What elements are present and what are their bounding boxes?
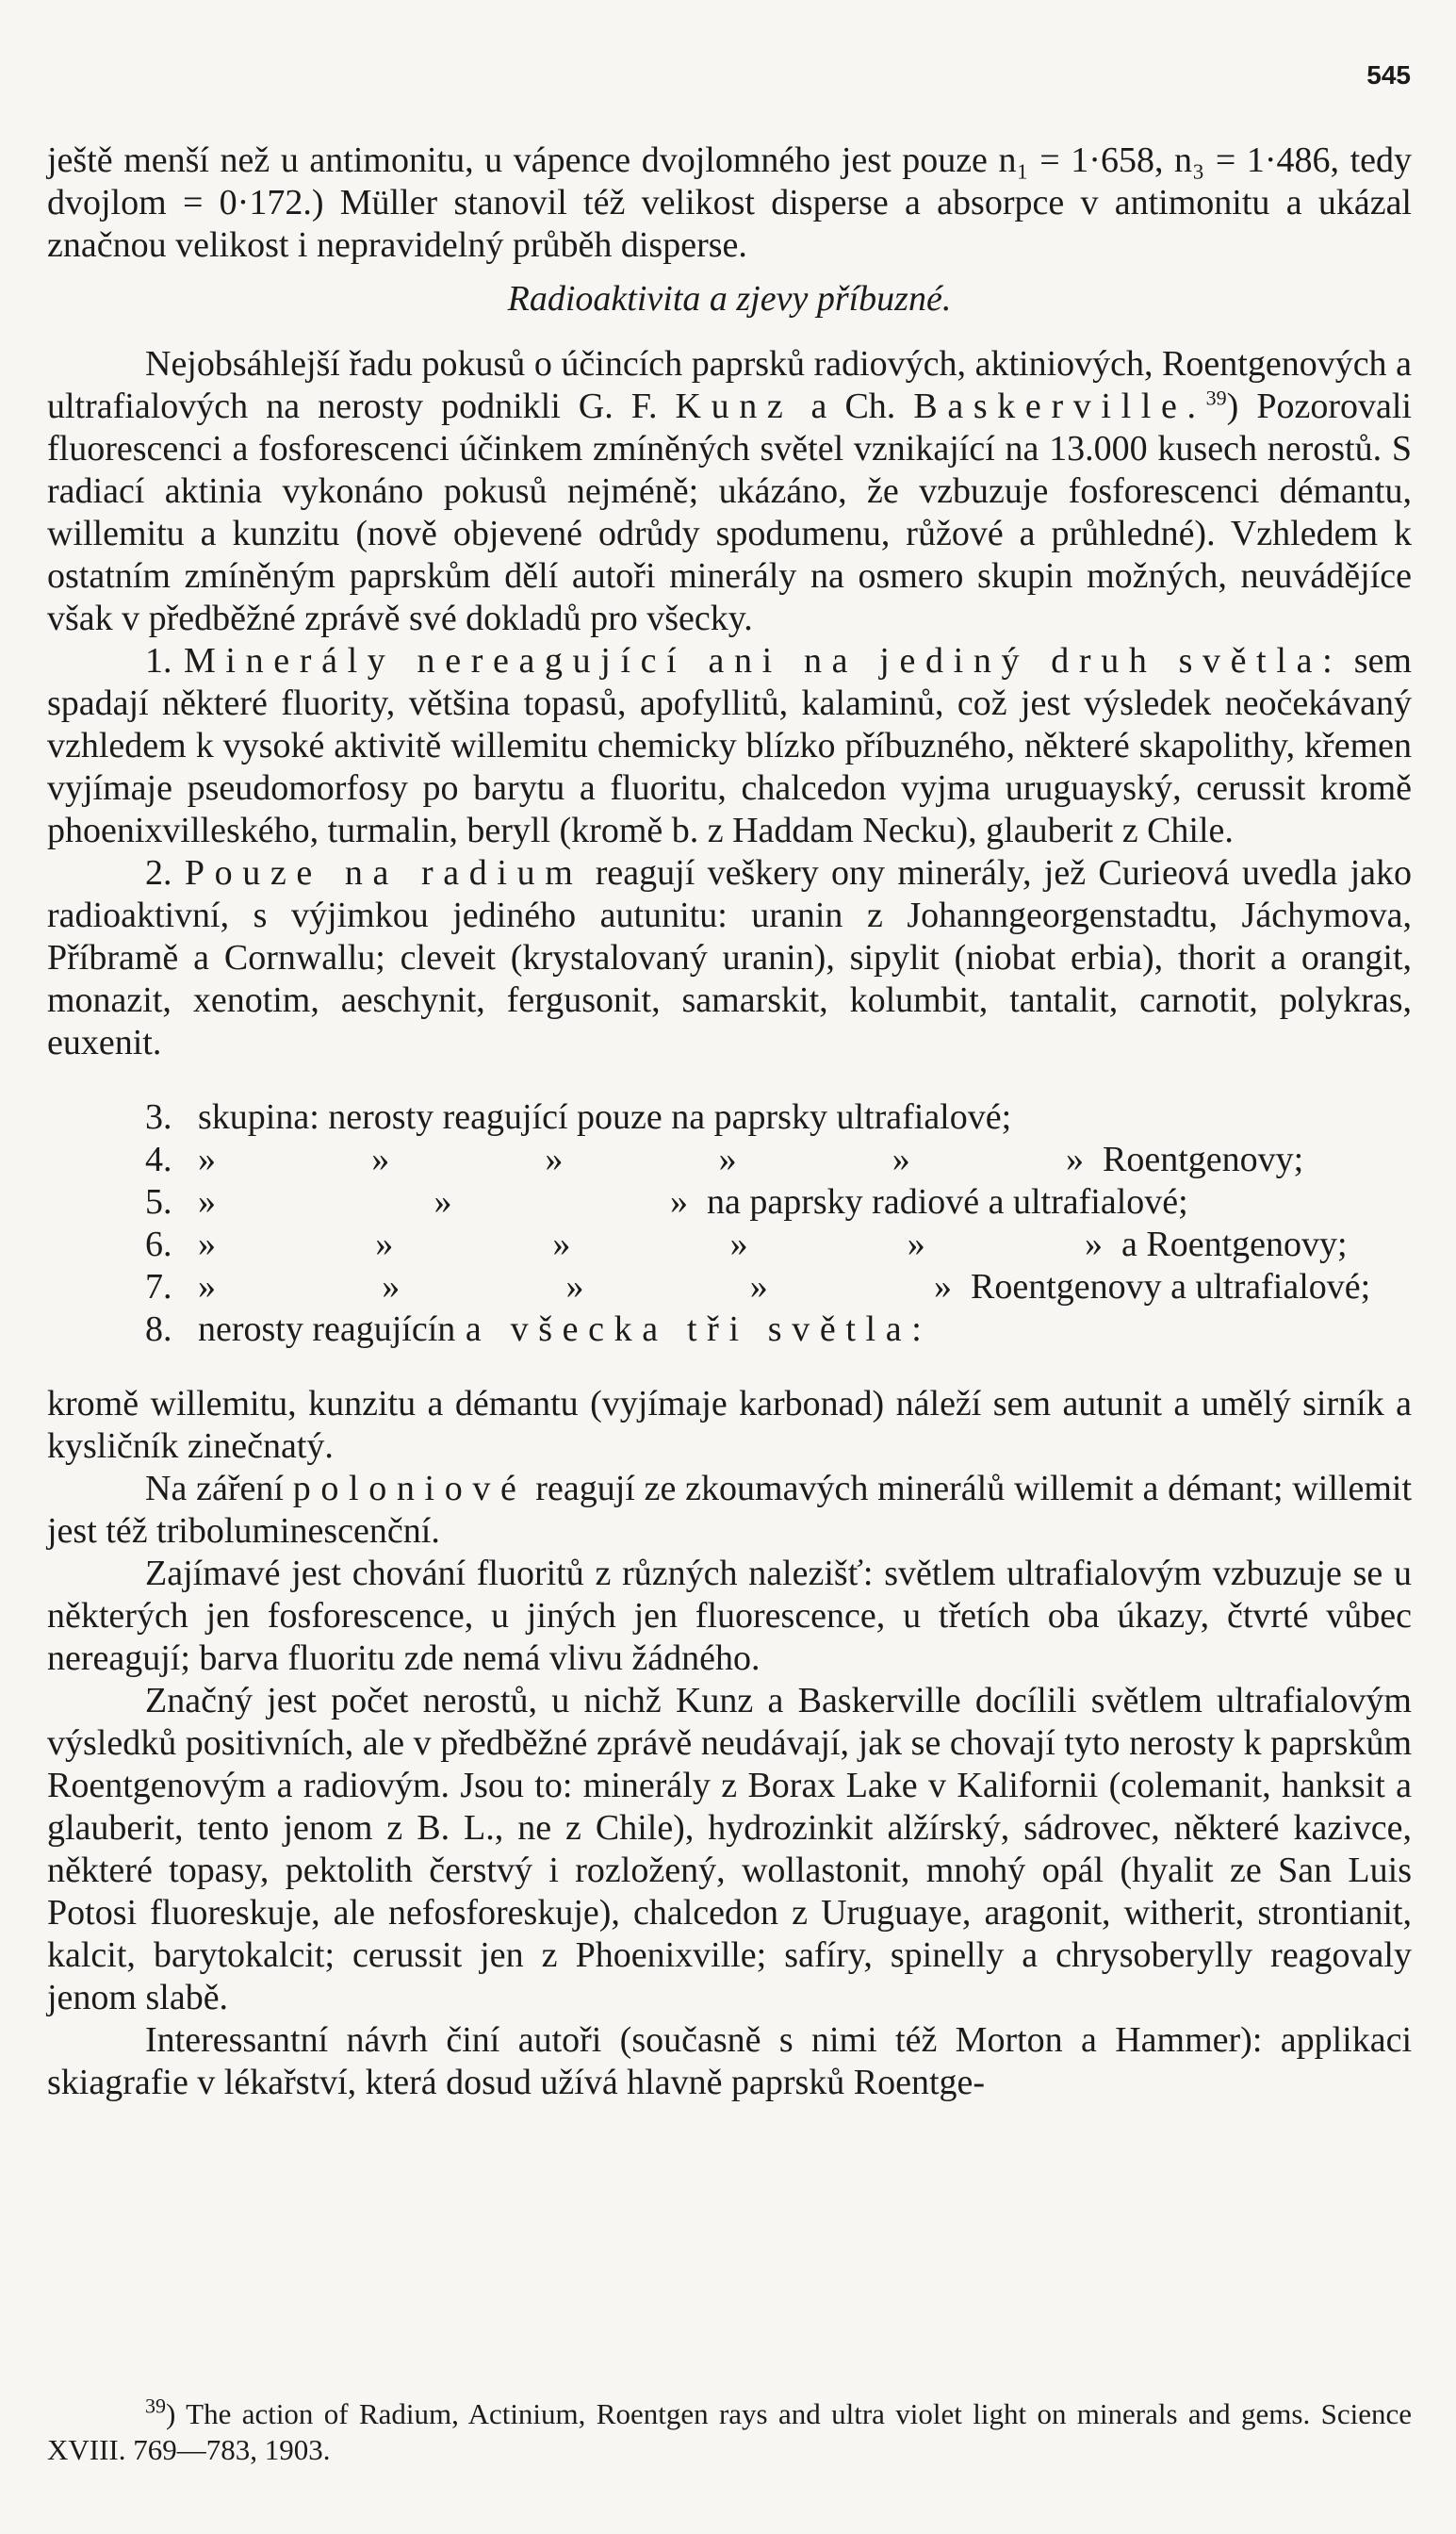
- section-heading: Radioaktivita a zjevy příbuzné.: [507, 279, 952, 319]
- paragraph-group-2: 2. Pouze na radium reagují veškery ony minerály, jež Curieová uvedla jako radioaktivní, s výjimkou jediného autunitu: uranin z Johanngeorgenstadtu, Jáchymova, Příbramě a Cornwallu; cleveit (krystalovaný uranin), sipylit (niobat erbia), thorit a orangit, monazit, xenotim, aeschynit, fergusonit, samarskit, kolumbit, tantalit, carnotit, polykras, euxenit.: [47, 853, 1413, 1062]
- page-body: [47, 140, 1412, 2104]
- paragraph-polonium: Na záření poloniové reagují ze zkoumavých minerálů willemit a démant; willemit jest též triboluminescenční.: [47, 1469, 1413, 1551]
- footnote-ref: 39: [1205, 386, 1227, 410]
- paragraph-ultraviolet-positive: Značný jest počet nerostů, u nichž Kunz a Baskerville docílili světlem ultrafialovým výsledků positivních, ale v předběžné zprávě neudávají, jak se chovají tyto nerosty k paprskům Roentgenovým a radiovým. Jsou to: minerály z Borax Lake v Kalifornii (colemanit, hanksit a glauberit, tento jenom z B. L., ne z Chile), hydrozinkit alžírský, sádrovec, některé kazivce, některé topasy, pektolith čerstvý i rozložený, wollastonit, mnohý opál (hyalit ze San Luis Potosi fluoreskuje, ale nefosforeskuje), chalcedon z Uruguaye, aragonit, witherit, strontianit, kalcit, barytokalcit; cerussit jen z Phoenixville; safíry, spinelly a chrysoberylly reagovaly jenom slabě.: [47, 1681, 1412, 2017]
- page-number: 545: [1366, 60, 1411, 90]
- paragraph-group-8-continued: kromě willemitu, kunzitu a démantu (vyjímaje karbonad) náleží sem autunit a umělý sirník a kysličník zinečnatý.: [47, 1384, 1412, 1466]
- author-kunz: Kunz: [675, 387, 793, 426]
- group-list: [145, 1096, 1412, 1351]
- footnote-text: ) The action of Radium, Actinium, Roentgen rays and ultra violet light on minerals and gems. Science XVIII. 769—783, 1903.: [47, 2397, 1412, 2466]
- group-2-title: Pouze na radium: [184, 853, 583, 893]
- list-item: 5. » » » na paprsky radiové a ultrafialové;: [145, 1182, 1188, 1222]
- list-item: 8. nerosty reagující na všecka tři světla:: [145, 1309, 932, 1349]
- author-baskerville: Baskerville.: [913, 387, 1206, 426]
- list-item: 3. skupina: nerosty reagující pouze na paprsky ultrafialové;: [145, 1097, 1012, 1137]
- paragraph-group-1: 1. Minerály nereagující ani na jediný druh světla: sem spadají některé fluority, většina topasů, apofyllitů, kalaminů, což jest výsledek neočekávaný vzhledem k vysoké aktivitě willemitu chemicky blízko příbuzného, některé skapolithy, křemen vyjímaje pseudomorfosy po barytu a fluoritu, chalcedon vyjma uruguayský, cerussit kromě phoenixvilleského, turmalin, beryll (kromě b. z Haddam Necku), glauberit z Chile.: [47, 641, 1412, 850]
- footnote-mark: 39: [145, 2394, 166, 2418]
- list-item: 7. » » » » » Roentgenovy a ultrafialové;: [145, 1267, 1371, 1307]
- group-1-title: Minerály nereagující ani na jediný druh světla:: [184, 641, 1343, 681]
- list-item: 4. » » » » » » Roentgenovy;: [145, 1140, 1304, 1179]
- footnote: [47, 2396, 1412, 2468]
- paragraph-continuation: ještě menší než u antimonitu, u vápence dvojlomného jest pouze n₁ = 1·658, n₃ = 1·486, tedy dvojlom = 0·172.) Müller stanovil též velikost disperse a absorpce v antimonitu a ukázal značnou velikost i nepravidelný průběh disperse.: [47, 140, 1412, 265]
- paragraph-kunz-baskerville: Nejobsáhlejší řadu pokusů o účincích paprsků radiových, aktiniových, Roentgenových a ultrafialových na nerosty podnikli G. F. Kunz a Ch. Baskerville.$^{39}$) Pozorovali fluorescenci a fosforescenci účinkem zmíněných světel vznikající na 13.000 kusech nerostů. S radiací aktinia vykonáno pokusů nejméně; ukázáno, že vzbuzuje fosforescenci démantu, willemitu a kunzitu (nově objevené odrůdy spodumenu, růžové a průhledné). Vzhledem k ostatním zmíněným paprskům dělí autoři minerály na osmero skupin možných, neuvádějíce však v předběžné zprávě své dokladů pro všecky.: [47, 344, 1412, 638]
- paragraph-skiagraphy: Interessantní návrh činí autoři (současně s nimi též Morton a Hammer): applikaci skiagrafie v lékařství, která dosud užívá hlavně paprsků Roentge-: [47, 2020, 1412, 2102]
- paragraph-fluorite: Zajímavé jest chování fluoritů z různých nalezišť: světlem ultrafialovým vzbuzuje se u některých jen fosforescence, u jiných jen fluorescence, u třetích oba úkazy, čtvrté vůbec nereagují; barva fluoritu zde nemá vlivu žádného.: [47, 1554, 1412, 1678]
- list-item: 6. » » » » » » a Roentgenovy;: [145, 1225, 1348, 1264]
